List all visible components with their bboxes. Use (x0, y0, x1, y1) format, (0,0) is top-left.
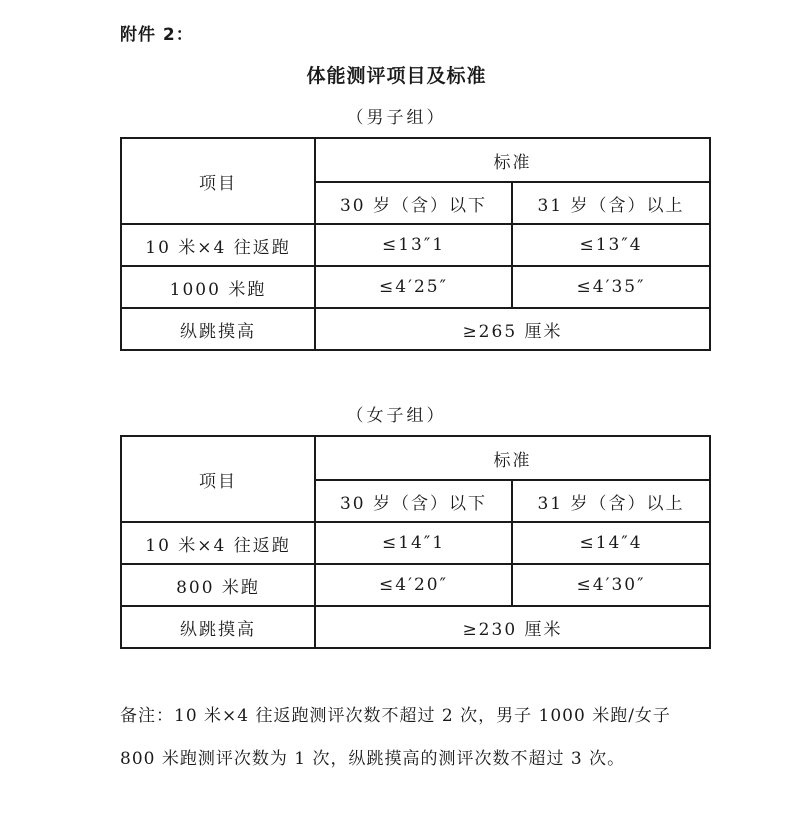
header-age-over: 31 岁（含）以上 (512, 480, 710, 522)
row-item: 纵跳摸高 (121, 308, 315, 350)
row-value-over: ≤13″4 (512, 224, 710, 266)
female-standards-table (120, 435, 711, 649)
table-row (121, 224, 710, 266)
row-value-combined: ≥230 厘米 (315, 606, 710, 648)
header-standard: 标准 (315, 138, 710, 182)
table-row (121, 308, 710, 350)
row-value-under: ≤4′20″ (315, 564, 512, 606)
row-item: 800 米跑 (121, 564, 315, 606)
row-value-under: ≤4′25″ (315, 266, 512, 308)
table-header-row (121, 138, 710, 182)
header-age-under: 30 岁（含）以下 (315, 480, 512, 522)
table-row (121, 522, 710, 564)
header-item: 项目 (121, 138, 315, 224)
row-value-over: ≤4′35″ (512, 266, 710, 308)
row-item: 1000 米跑 (121, 266, 315, 308)
note-paragraph: 备注：10 米×4 往返跑测评次数不超过 2 次，男子 1000 米跑/女子 800 米跑测评次数为 1 次，纵跳摸高的测评次数不超过 3 次。 (120, 706, 671, 769)
row-item: 纵跳摸高 (121, 606, 315, 648)
table-row (121, 606, 710, 648)
male-standards-table (120, 137, 711, 351)
row-value-combined: ≥265 厘米 (315, 308, 710, 350)
row-value-over: ≤4′30″ (512, 564, 710, 606)
header-age-under: 30 岁（含）以下 (315, 182, 512, 224)
table-header-row (121, 436, 710, 480)
male-group-label: （男子组） (346, 108, 447, 128)
row-item: 10 米×4 往返跑 (121, 522, 315, 564)
page-title: 体能测评项目及标准 (306, 65, 487, 87)
row-item: 10 米×4 往返跑 (121, 224, 315, 266)
header-standard: 标准 (315, 436, 710, 480)
female-group-label: （女子组） (346, 406, 447, 426)
row-value-under: ≤13″1 (315, 224, 512, 266)
row-value-under: ≤14″1 (315, 522, 512, 564)
table-row (121, 564, 710, 606)
row-value-over: ≤14″4 (512, 522, 710, 564)
attachment-label: 附件 2： (120, 25, 194, 45)
header-age-over: 31 岁（含）以上 (512, 182, 710, 224)
table-row (121, 266, 710, 308)
header-item: 项目 (121, 436, 315, 522)
